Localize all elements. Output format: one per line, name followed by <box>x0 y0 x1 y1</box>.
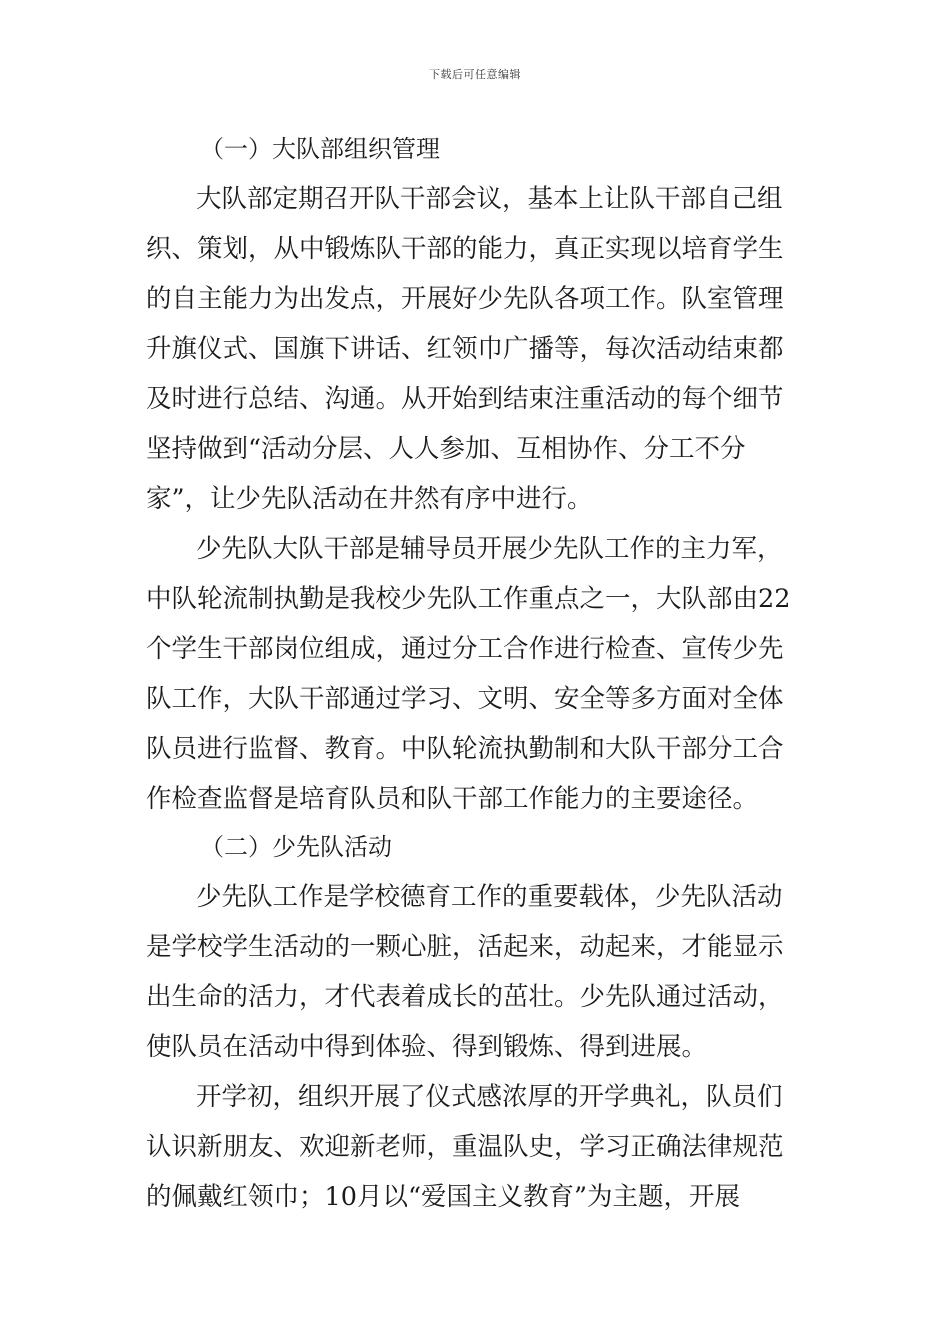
paragraph-line: 作检查监督是培育队员和队干部工作能力的主要途径。 <box>146 784 759 814</box>
paragraph-line: 使队员在活动中得到体验、得到锻炼、得到进展。 <box>146 1032 708 1062</box>
section-heading: （一）大队部组织管理 <box>200 135 440 163</box>
paragraph-line: 认识新朋友、欢迎新老师，重温队史，学习正确法律规范 <box>146 1132 784 1162</box>
paragraph-line: 少先队大队干部是辅导员开展少先队工作的主力军， <box>196 534 783 564</box>
paragraph-line: 的自主能力为出发点，开展好少先队各项工作。队室管理 <box>146 284 784 314</box>
section-heading: （二）少先队活动 <box>200 833 392 861</box>
paragraph-line: 个学生干部岗位组成，通过分工合作进行检查、宣传少先 <box>146 634 784 664</box>
paragraph-line: 少先队工作是学校德育工作的重要载体，少先队活动 <box>196 882 783 912</box>
paragraph-line: 升旗仪式、国旗下讲话、红领巾广播等，每次活动结束都 <box>146 334 784 364</box>
paragraph-line: 家”，让少先队活动在井然有序中进行。 <box>146 484 593 514</box>
paragraph-line: 开学初，组织开展了仪式感浓厚的开学典礼，队员们 <box>196 1082 783 1112</box>
paragraph-line: 出生命的活力，才代表着成长的茁壮。少先队通过活动， <box>146 982 784 1012</box>
page-header: 下载后可任意编辑 <box>429 68 521 81</box>
paragraph-line: 中队轮流制执勤是我校少先队工作重点之一，大队部由22 <box>146 584 791 614</box>
paragraph-line: 大队部定期召开队干部会议，基本上让队干部自己组 <box>196 184 783 214</box>
paragraph-line: 队员进行监督、教育。中队轮流执勤制和大队干部分工合 <box>146 734 784 764</box>
paragraph-line: 织、策划，从中锻炼队干部的能力，真正实现以培育学生 <box>146 234 784 264</box>
paragraph-line: 及时进行总结、沟通。从开始到结束注重活动的每个细节 <box>146 384 784 414</box>
paragraph-line: 坚持做到“活动分层、人人参加、互相协作、分工不分 <box>146 434 746 464</box>
paragraph-line: 是学校学生活动的一颗心脏，活起来，动起来，才能显示 <box>146 932 784 962</box>
paragraph-line: 队工作，大队干部通过学习、文明、安全等多方面对全体 <box>146 684 784 714</box>
paragraph-line: 的佩戴红领巾；10月以“爱国主义教育”为主题，开展 <box>146 1182 741 1212</box>
